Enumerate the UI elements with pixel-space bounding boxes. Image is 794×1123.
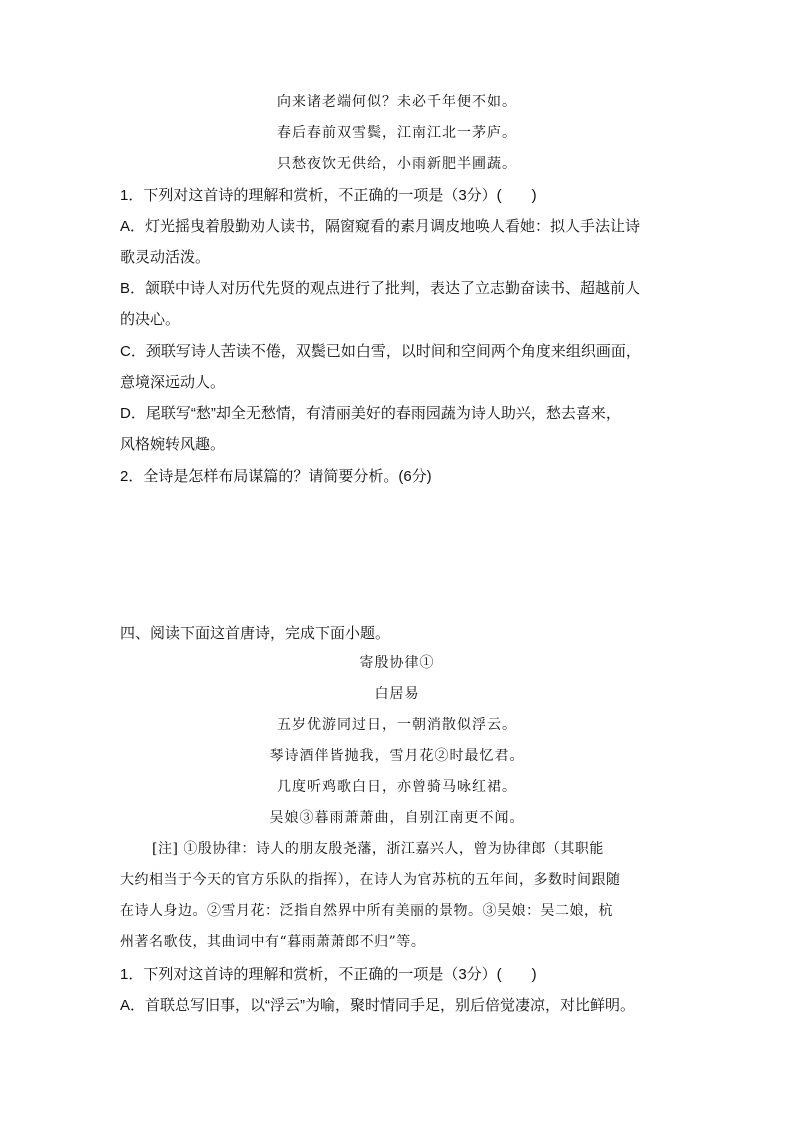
poem1-line-3: 只愁夜饮无供给，小雨新肥半圃蔬。 xyxy=(277,156,517,172)
option-d-line-1: D．尾联写“愁”却全无愁情，有清丽美好的春雨园蔬为诗人助兴，愁去喜来， xyxy=(120,405,621,422)
section4-question-1: 1．下列对这首诗的理解和赏析，不正确的一项是（3分）( ) xyxy=(120,966,537,983)
option-a-line-2: 歌灵动活泼。 xyxy=(120,249,211,266)
note-line-1: [注] ①殷协律：诗人的朋友殷尧藩，浙江嘉兴人，曾为协律郎（其职能 xyxy=(152,841,604,857)
option-c-line-1: C．颈联写诗人苦读不倦，双鬓已如白雪，以时间和空间两个角度来组织画面， xyxy=(120,343,641,360)
poem2-line-4: 吴娘③暮雨萧萧曲，自别江南更不闻。 xyxy=(269,810,525,826)
poem2-line-3: 几度听鸡歌白日，亦曾骑马咏红裙。 xyxy=(277,779,517,795)
section4-option-a: A．首联总写旧事，以“浮云”为喻，聚时情同手足，别后倍觉凄凉，对比鲜明。 xyxy=(120,997,635,1014)
note-line-2: 大约相当于今天的官方乐队的指挥），在诗人为官苏杭的五年间，多数时间跟随 xyxy=(120,872,621,888)
option-b-line-2: 的决心。 xyxy=(120,311,181,328)
question-1: 1．下列对这首诗的理解和赏析，不正确的一项是（3分）( ) xyxy=(120,187,537,204)
option-d-line-2: 风格婉转风趣。 xyxy=(120,436,226,453)
option-b-line-1: B．颔联中诗人对历代先贤的观点进行了批判，表达了立志勤奋读书、超越前人 xyxy=(120,280,641,297)
poem1-line-2: 春后春前双雪鬓，江南江北一茅庐。 xyxy=(277,125,517,141)
poem1-line-1: 向来诸老端何似？未必千年便不如。 xyxy=(277,94,517,110)
question-2: 2．全诗是怎样布局谋篇的？请简要分析。(6分) xyxy=(120,468,432,485)
poem2-line-2: 琴诗酒伴皆抛我，雪月花②时最忆君。 xyxy=(269,748,525,764)
poem2-title: 寄殷协律① xyxy=(359,655,435,671)
note-line-4: 州著名歌伎，其曲词中有“暮雨萧萧郎不归”等。 xyxy=(120,934,426,950)
poem2-line-1: 五岁优游同过日，一朝消散似浮云。 xyxy=(277,717,517,733)
poem2-author: 白居易 xyxy=(374,686,420,702)
section4-heading: 四、阅读下面这首唐诗，完成下面小题。 xyxy=(120,625,391,642)
note-line-3: 在诗人身边。②雪月花：泛指自然界中所有美丽的景物。③吴娘：吴二娘，杭 xyxy=(120,903,613,919)
option-a-line-1: A．灯光摇曳着殷勤劝人读书，隔窗窥看的素月调皮地唤人看她：拟人手法让诗 xyxy=(120,218,641,235)
option-c-line-2: 意境深远动人。 xyxy=(120,374,226,391)
